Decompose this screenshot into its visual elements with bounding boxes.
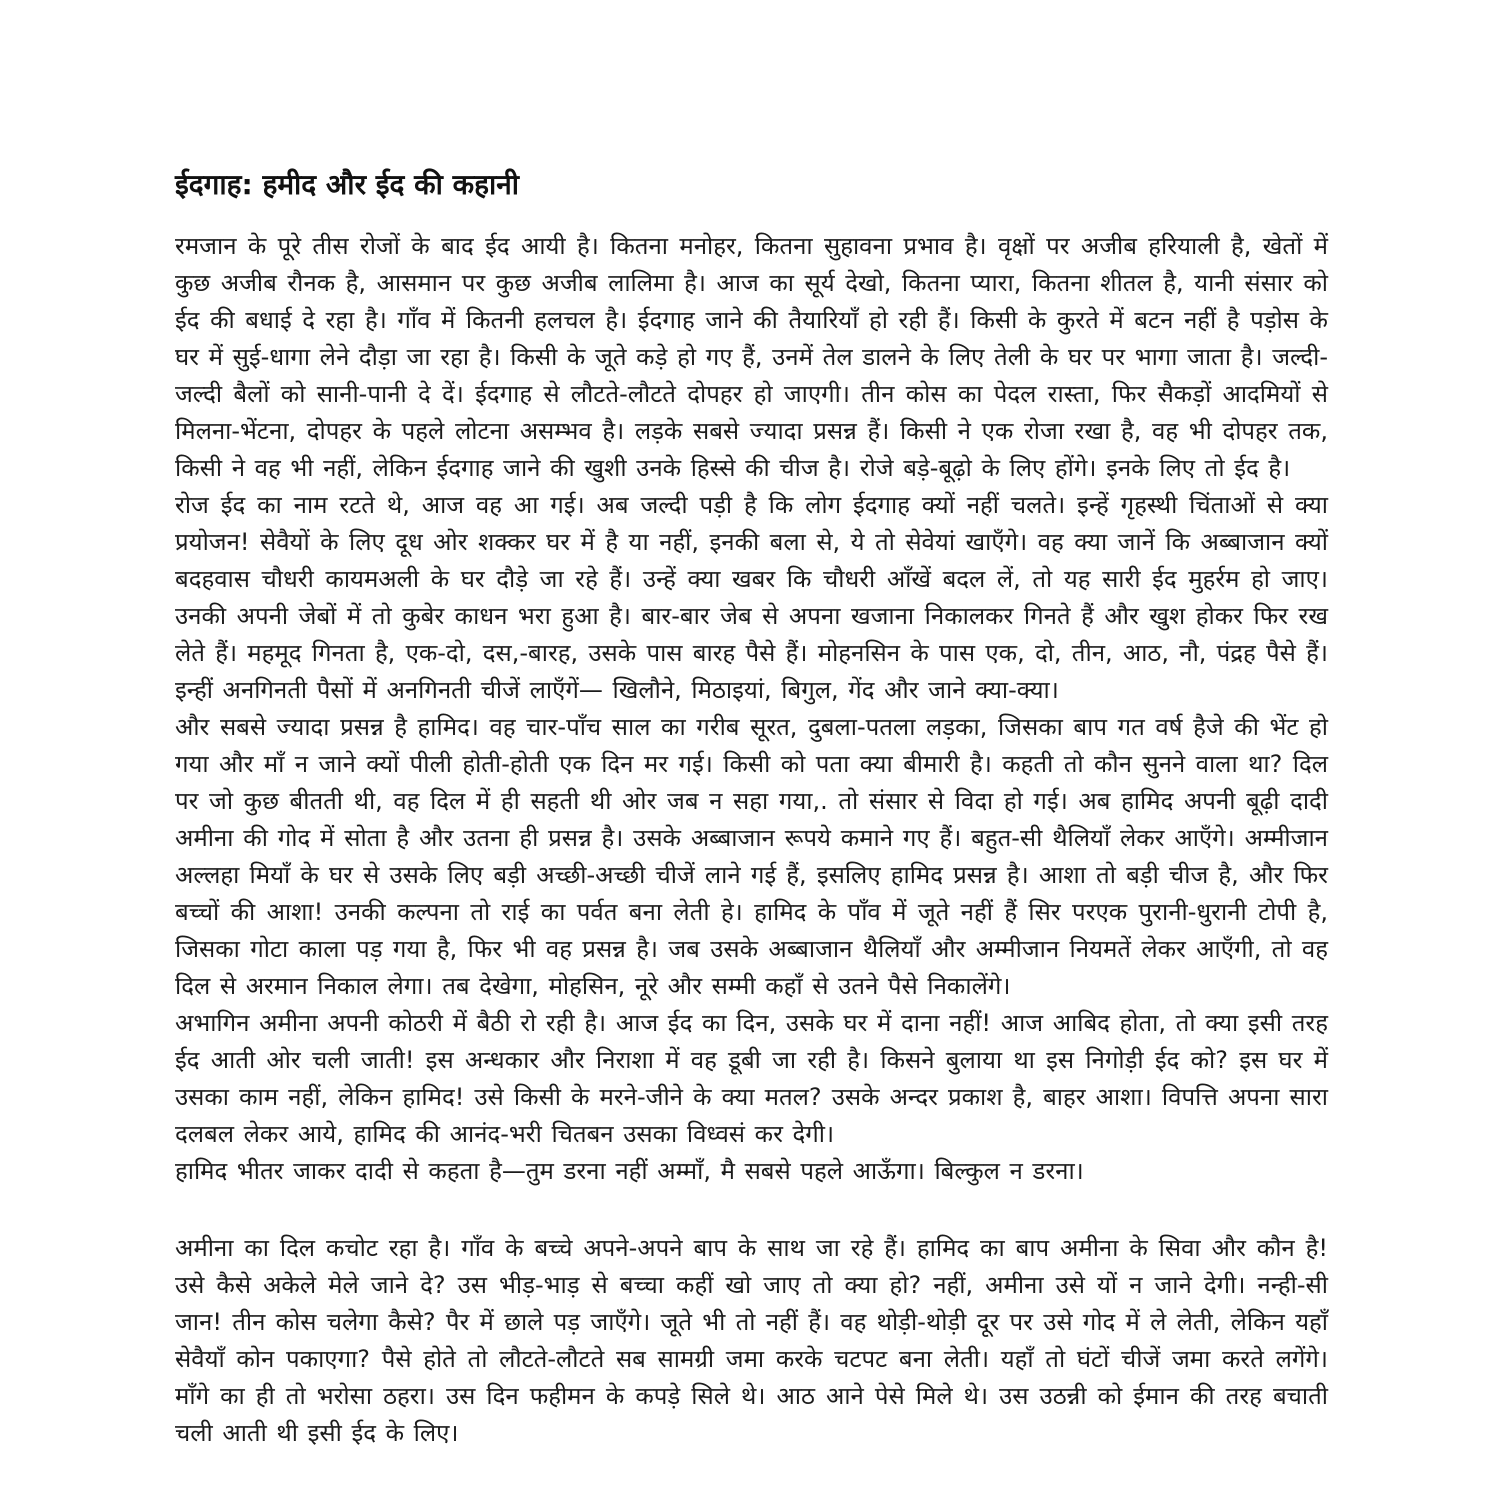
story-paragraph-1: रमजान के पूरे तीस रोजों के बाद ईद आयी है। कितना मनोहर, कितना सुहावना प्रभाव है। वृक्षों पर अजीब हरियाली है, खेतों में कुछ अजीब रौनक है, आसमान पर कुछ अजीब लालिमा है। आज का सूर्य देखो, कितना प्यारा, कितना शीतल है, यानी संसार को ईद की बधाई दे रहा है। गाँव में कितनी हलचल है। ईदगाह जाने की तैयारियाँ हो रही हैं। किसी के कुरते में बटन नहीं है पड़ोस के घर में सुई-धागा लेने दौड़ा जा रहा है। किसी के जूते कड़े हो गए हैं, उनमें तेल डालने के लिए तेली के घर पर भागा जाता है। जल्दी-जल्दी बैलों को सानी-पानी दे दें। ईदगाह से लौटते-लौटते दोपहर हो जाएगी। तीन कोस का पेदल रास्ता, फिर सैकड़ों आदमियों से मिलना-भेंटना, दोपहर के पहले लोटना असम्भव है। लड़के सबसे ज्यादा प्रसन्न हैं। किसी ने एक रोजा रखा है, वह भी दोपहर तक, किसी ने वह भी नहीं, लेकिन ईदगाह जाने की खुशी उनके हिस्से की चीज है। रोजे बड़े-बूढ़ो के लिए होंगे। इनके लिए तो ईद है। [175,231,1328,482]
story-paragraph-5: हामिद भीतर जाकर दादी से कहता है—तुम डरना नहीं अम्माँ, मै सबसे पहले आऊँगा। बिल्कुल न डरना। [175,1156,1084,1185]
story-paragraph-3: और सबसे ज्यादा प्रसन्न है हामिद। वह चार-पाँच साल का गरीब सूरत, दुबला-पतला लड़का, जिसका बाप गत वर्ष हैजे की भेंट हो गया और माँ न जाने क्यों पीली होती-होती एक दिन मर गई। किसी को पता क्या बीमारी है। कहती तो कौन सुनने वाला था? दिल पर जो कुछ बीतती थी, वह दिल में ही सहती थी ओर जब न सहा गया,. तो संसार से विदा हो गई। अब हामिद अपनी बूढ़ी दादी अमीना की गोद में सोता है और उतना ही प्रसन्न है। उसके अब्बाजान रूपये कमाने गए हैं। बहुत-सी थैलियाँ लेकर आएँगे। अम्मीजान अल्लहा मियाँ के घर से उसके लिए बड़ी अच्छी-अच्छी चीजें लाने गई हैं, इसलिए हामिद प्रसन्न है। आशा तो बड़ी चीज है, और फिर बच्चों की आशा! उनकी कल्पना तो राई का पर्वत बना लेती हे। हामिद के पाँव में जूते नहीं हैं सिर परएक पुरानी-धुरानी टोपी है, जिसका गोटा काला पड़ गया है, फिर भी वह प्रसन्न है। जब उसके अब्बाजान थैलियाँ और अम्मीजान नियमतें लेकर आएँगी, तो वह दिल से अरमान निकाल लेगा। तब देखेगा, मोहसिन, नूरे और सम्मी कहाँ से उतने पैसे निकालेंगे। [175,712,1328,1000]
story-paragraph-2: रोज ईद का नाम रटते थे, आज वह आ गई। अब जल्दी पड़ी है कि लोग ईदगाह क्यों नहीं चलते। इन्हें गृहस्थी चिंताओं से क्या प्रयोजन! सेवैयों के लिए दूध ओर शक्कर घर में है या नहीं, इनकी बला से, ये तो सेवेयां खाएँगे। वह क्या जानें कि अब्बाजान क्यों बदहवास चौधरी कायमअली के घर दौड़े जा रहे हैं। उन्हें क्या खबर कि चौधरी आँखें बदल लें, तो यह सारी ईद मुहर्रम हो जाए। उनकी अपनी जेबों में तो कुबेर काधन भरा हुआ है। बार-बार जेब से अपना खजाना निकालकर गिनते हैं और खुश होकर फिर रख लेते हैं। महमूद गिनता है, एक-दो, दस,-बारह, उसके पास बारह पैसे हैं। मोहनसिन के पास एक, दो, तीन, आठ, नौ, पंद्रह पैसे हैं। इन्हीं अनगिनती पैसों में अनगिनती चीजें लाएँगें— खिलौने, मिठाइयां, बिगुल, गेंद और जाने क्या-क्या। [175,490,1328,704]
story-paragraph-4: अभागिन अमीना अपनी कोठरी में बैठी रो रही है। आज ईद का दिन, उसके घर में दाना नहीं! आज आबिद होता, तो क्या इसी तरह ईद आती ओर चली जाती! इस अन्धकार और निराशा में वह डूबी जा रही है। किसने बुलाया था इस निगोड़ी ईद को? इस घर में उसका काम नहीं, लेकिन हामिद! उसे किसी के मरने-जीने के क्या मतल? उसके अन्दर प्रकाश है, बाहर आशा। विपत्ति अपना सारा दलबल लेकर आये, हामिद की आनंद-भरी चितबन उसका विध्वसं कर देगी। [175,1008,1328,1148]
story-title: ईदगाह: हमीद और ईद की कहानी [175,168,520,201]
story-paragraph-6: अमीना का दिल कचोट रहा है। गाँव के बच्चे अपने-अपने बाप के साथ जा रहे हैं। हामिद का बाप अमीना के सिवा और कौन है! उसे कैसे अकेले मेले जाने दे? उस भीड़-भाड़ से बच्चा कहीं खो जाए तो क्या हो? नहीं, अमीना उसे यों न जाने देगी। नन्ही-सी जान! तीन कोस चलेगा कैसे? पैर में छाले पड़ जाएँगे। जूते भी तो नहीं हैं। वह थोड़ी-थोड़ी दूर पर उसे गोद में ले लेती, लेकिन यहाँ सेवैयाँ कोन पकाएगा? पैसे होते तो लौटते-लौटते सब सामग्री जमा करके चटपट बना लेती। यहाँ तो घंटों चीजें जमा करते लगेंगे। माँगे का ही तो भरोसा ठहरा। उस दिन फहीमन के कपड़े सिले थे। आठ आने पेसे मिले थे। उस उठन्नी को ईमान की तरह बचाती चली आती थी इसी ईद के लिए। [175,1233,1328,1447]
